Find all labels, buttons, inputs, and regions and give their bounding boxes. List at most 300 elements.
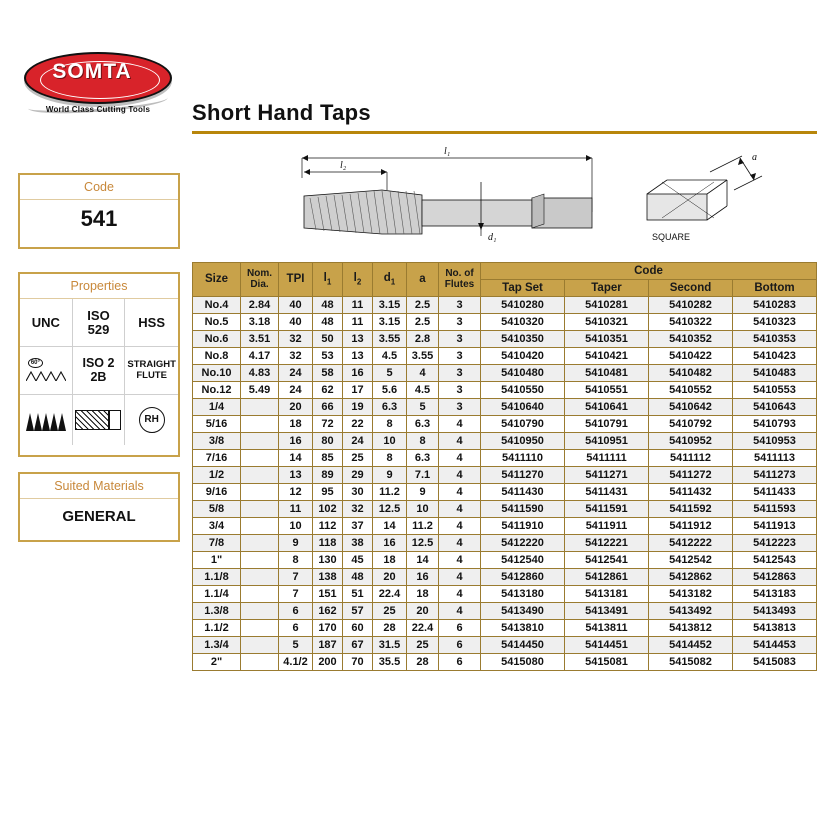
table-cell-code: 5412222 [649,535,733,552]
table-cell: 8 [373,450,407,467]
table-cell: 3.55 [373,331,407,348]
table-cell: 31.5 [373,637,407,654]
table-cell: 3 [439,382,481,399]
table-cell: 13 [343,331,373,348]
table-cell: 32 [279,348,313,365]
table-cell-code: 5410283 [733,297,817,314]
table-cell-code: 5413812 [649,620,733,637]
table-row [193,535,817,552]
table-cell: 8 [279,552,313,569]
table-cell: 102 [313,501,343,518]
table-row [193,365,817,382]
table-cell: 1/4 [193,399,241,416]
table-cell-code: 5410483 [733,365,817,382]
table-cell-code: 5411273 [733,467,817,484]
table-body [193,297,817,671]
table-cell: 2.8 [407,331,439,348]
table-cell: 170 [313,620,343,637]
table-cell: 9/16 [193,484,241,501]
table-cell: 2.5 [407,297,439,314]
header-nom-dia: Nom. Dia. [241,263,279,297]
table-cell-code: 5411910 [481,518,565,535]
table-cell-code: 5415083 [733,654,817,671]
table-cell: 4 [439,569,481,586]
table-cell: 48 [343,569,373,586]
header-l2: $l_2$ [343,263,373,297]
table-cell: 4 [407,365,439,382]
table-cell: 16 [373,535,407,552]
table-cell [241,467,279,484]
table-cell: 16 [279,433,313,450]
property-thread-angle-icon [20,347,73,395]
table-cell: 1" [193,552,241,569]
table-row [193,297,817,314]
table-cell: 1/2 [193,467,241,484]
table-row [193,637,817,654]
table-cell: 112 [313,518,343,535]
table-cell-code: 5411591 [565,501,649,518]
property-material-hss: HSS [125,299,178,347]
table-cell: 18 [279,416,313,433]
table-cell-code: 5410420 [481,348,565,365]
table-cell-code: 5411593 [733,501,817,518]
table-cell-code: 5412863 [733,569,817,586]
table-cell [241,501,279,518]
table-cell-code: 5413181 [565,586,649,603]
table-row [193,416,817,433]
table-cell-code: 5411431 [565,484,649,501]
table-row [193,450,817,467]
table-cell-code: 5411113 [733,450,817,467]
table-cell-code: 5411913 [733,518,817,535]
table-cell-code: 5411271 [565,467,649,484]
table-cell: 4 [439,433,481,450]
table-row [193,348,817,365]
table-cell-code: 5413492 [649,603,733,620]
table-cell: 60 [343,620,373,637]
angle-badge-label: 60° [28,358,43,368]
table-cell: 4 [439,467,481,484]
table-cell: 28 [407,654,439,671]
table-cell: 11 [343,314,373,331]
table-cell-code: 5411912 [649,518,733,535]
logo-tagline: World Class Cutting Tools [45,105,151,114]
table-cell: 3 [439,314,481,331]
table-cell: 5/16 [193,416,241,433]
table-cell-code: 5410550 [481,382,565,399]
table-cell [241,433,279,450]
table-cell: 6 [279,603,313,620]
header-tap-set: Tap Set [481,280,565,297]
table-cell: 5 [279,637,313,654]
table-cell: 58 [313,365,343,382]
table-cell: 29 [343,467,373,484]
table-cell-code: 5410282 [649,297,733,314]
table-cell: 13 [279,467,313,484]
table-cell-code: 5410641 [565,399,649,416]
table-cell: 1.3/4 [193,637,241,654]
table-cell-code: 5410950 [481,433,565,450]
table-cell: 25 [407,637,439,654]
table-cell-code: 5410353 [733,331,817,348]
logo-brand-text: SOMTA [52,60,132,83]
table-cell: 22 [343,416,373,433]
table-cell: 138 [313,569,343,586]
table-cell: 187 [313,637,343,654]
table-cell: 4.5 [407,382,439,399]
table-cell-code: 5414451 [565,637,649,654]
table-cell: 4.5 [373,348,407,365]
properties-grid [20,299,178,451]
table-cell-code: 5410953 [733,433,817,450]
table-cell: 4 [439,535,481,552]
header-second: Second [649,280,733,297]
table-cell-code: 5415080 [481,654,565,671]
table-cell: 25 [373,603,407,620]
table-cell-code: 5411590 [481,501,565,518]
table-cell: 20 [279,399,313,416]
table-cell: 4.83 [241,365,279,382]
code-panel-header: Code [20,175,178,200]
table-cell: 1.3/8 [193,603,241,620]
table-cell: 20 [407,603,439,620]
table-cell: 24 [279,365,313,382]
table-cell: 3 [439,297,481,314]
table-cell: 24 [343,433,373,450]
table-cell-code: 5415082 [649,654,733,671]
materials-panel-header: Suited Materials [20,474,178,499]
table-cell-code: 5411430 [481,484,565,501]
table-cell: 2.84 [241,297,279,314]
table-cell [241,535,279,552]
table-row [193,467,817,484]
table-header-row-1 [193,263,817,280]
table-cell [241,620,279,637]
table-cell-code: 5414450 [481,637,565,654]
table-cell-code: 5412543 [733,552,817,569]
table-cell-code: 5410350 [481,331,565,348]
table-cell: 7 [279,586,313,603]
table-cell-code: 5411110 [481,450,565,467]
table-cell: 151 [313,586,343,603]
table-cell: 4 [439,552,481,569]
table-cell-code: 5410793 [733,416,817,433]
table-cell [241,450,279,467]
table-cell-code: 5413813 [733,620,817,637]
svg-text:l₁: l₁ [444,146,451,157]
table-cell: 130 [313,552,343,569]
table-cell [241,399,279,416]
materials-panel-value: GENERAL [62,508,136,525]
table-cell-code: 5410552 [649,382,733,399]
table-cell: 72 [313,416,343,433]
table-cell: 85 [313,450,343,467]
table-cell: 7.1 [407,467,439,484]
table-cell: 5 [373,365,407,382]
table-cell: 12.5 [407,535,439,552]
table-cell: 6 [439,654,481,671]
table-cell: No.4 [193,297,241,314]
table-row [193,382,817,399]
table-cell [241,654,279,671]
property-thread-form-icon [20,395,73,445]
table-cell-code: 5412861 [565,569,649,586]
table-cell: 51 [343,586,373,603]
header-l1: $l_1$ [313,263,343,297]
table-cell: 118 [313,535,343,552]
table-cell-code: 5413491 [565,603,649,620]
table-cell-code: 5413810 [481,620,565,637]
svg-text:l₂: l₂ [340,160,347,171]
table-cell-code: 5413183 [733,586,817,603]
table-cell-code: 5410791 [565,416,649,433]
header-size: Size [193,263,241,297]
table-cell: 9 [279,535,313,552]
table-cell-code: 5415081 [565,654,649,671]
table-cell: 4 [439,450,481,467]
table-cell: 6 [439,637,481,654]
header-taper: Taper [565,280,649,297]
table-cell-code: 5414452 [649,637,733,654]
table-cell: 25 [343,450,373,467]
table-cell-code: 5411112 [649,450,733,467]
table-cell-code: 5413490 [481,603,565,620]
table-cell: 2" [193,654,241,671]
table-cell: No.8 [193,348,241,365]
table-cell-code: 5410281 [565,297,649,314]
table-cell [241,569,279,586]
table-cell-code: 5410322 [649,314,733,331]
suited-materials-panel [18,472,180,542]
table-cell-code: 5411272 [649,467,733,484]
table-cell [241,637,279,654]
table-cell: 14 [279,450,313,467]
table-cell: 50 [313,331,343,348]
property-flute-type: STRAIGHT FLUTE [125,347,178,395]
table-cell: 40 [279,314,313,331]
table-cell: 5.6 [373,382,407,399]
table-cell-code: 5412220 [481,535,565,552]
table-cell [241,484,279,501]
table-cell: 11.2 [407,518,439,535]
table-cell: 62 [313,382,343,399]
table-cell [241,603,279,620]
table-cell: 4 [439,518,481,535]
table-cell: 14 [373,518,407,535]
table-cell: 3 [439,399,481,416]
property-shank-icon [73,395,126,445]
table-cell-code: 5410553 [733,382,817,399]
svg-text:d₁: d₁ [488,232,497,243]
table-cell: 12.5 [373,501,407,518]
table-cell: 3 [439,365,481,382]
table-cell: 1.1/4 [193,586,241,603]
table-cell: 4.17 [241,348,279,365]
table-cell-code: 5412221 [565,535,649,552]
thread-profile-icon [26,358,66,384]
table-cell: 22.4 [373,586,407,603]
header-d1: $d_1$ [373,263,407,297]
table-cell: 95 [313,484,343,501]
property-iso-529: ISO 529 [73,299,126,347]
table-cell: 1.1/8 [193,569,241,586]
table-cell: 89 [313,467,343,484]
table-cell: 48 [313,297,343,314]
table-row [193,331,817,348]
table-cell-code: 5413180 [481,586,565,603]
table-cell: 2.5 [407,314,439,331]
table-cell-code: 5412860 [481,569,565,586]
table-cell-code: 5410790 [481,416,565,433]
table-cell: 3/4 [193,518,241,535]
table-cell: 7/16 [193,450,241,467]
table-cell: 40 [279,297,313,314]
header-bottom: Bottom [733,280,817,297]
table-cell: 3 [439,331,481,348]
table-cell: 32 [343,501,373,518]
table-cell-code: 5411270 [481,467,565,484]
table-cell: 16 [407,569,439,586]
table-cell: 70 [343,654,373,671]
table-cell: 20 [373,569,407,586]
table-cell: 32 [279,331,313,348]
table-cell: No.10 [193,365,241,382]
table-cell: 8 [373,416,407,433]
table-cell-code: 5410421 [565,348,649,365]
table-cell: 22.4 [407,620,439,637]
table-cell: 4 [439,603,481,620]
title-divider [192,131,817,134]
table-row [193,620,817,637]
table-cell-code: 5412862 [649,569,733,586]
table-row [193,518,817,535]
table-cell-code: 5411111 [565,450,649,467]
table-cell: 57 [343,603,373,620]
table-cell-code: 5410423 [733,348,817,365]
table-cell: 37 [343,518,373,535]
table-row [193,501,817,518]
table-cell-code: 5413493 [733,603,817,620]
table-cell: 9 [373,467,407,484]
table-cell-code: 5410480 [481,365,565,382]
table-cell-code: 5410323 [733,314,817,331]
table-cell: 11 [279,501,313,518]
table-cell: 5.49 [241,382,279,399]
table-cell: 28 [373,620,407,637]
table-cell-code: 5410643 [733,399,817,416]
plain-square-icon [109,410,121,430]
table-cell-code: 5410551 [565,382,649,399]
table-cell: 3/8 [193,433,241,450]
table-cell [241,518,279,535]
table-row [193,586,817,603]
company-logo [18,48,178,118]
table-cell: 16 [343,365,373,382]
table-cell: No.12 [193,382,241,399]
table-row [193,569,817,586]
table-cell: 6 [279,620,313,637]
right-hand-icon: RH [139,407,165,433]
table-cell: 5 [407,399,439,416]
table-cell-code: 5411911 [565,518,649,535]
table-cell [241,586,279,603]
table-cell: 30 [343,484,373,501]
table-cell: 5/8 [193,501,241,518]
table-head [193,263,817,297]
code-panel [18,173,180,249]
table-row [193,552,817,569]
properties-panel-header: Properties [20,274,178,299]
table-cell-code: 5410482 [649,365,733,382]
svg-text:a: a [752,152,757,163]
table-cell-code: 5410280 [481,297,565,314]
table-cell: 4.1/2 [279,654,313,671]
table-cell: 200 [313,654,343,671]
table-cell-code: 5413811 [565,620,649,637]
table-cell-code: 5410640 [481,399,565,416]
table-cell: 8 [407,433,439,450]
table-cell: 19 [343,399,373,416]
table-cell: 3.15 [373,297,407,314]
table-cell: 3.51 [241,331,279,348]
table-cell-code: 5410321 [565,314,649,331]
table-cell [241,416,279,433]
table-cell-code: 5413182 [649,586,733,603]
code-panel-value: 541 [80,206,118,231]
properties-panel [18,272,180,457]
table-cell: 13 [343,348,373,365]
table-cell: 66 [313,399,343,416]
table-cell: 6 [439,620,481,637]
header-tpi: TPI [279,263,313,297]
table-cell-code: 5410951 [565,433,649,450]
table-cell: 14 [407,552,439,569]
table-cell: 7 [279,569,313,586]
table-cell: 24 [279,382,313,399]
table-cell-code: 5410952 [649,433,733,450]
table-cell-code: 5410481 [565,365,649,382]
table-row [193,484,817,501]
property-thread-standard: UNC [20,299,73,347]
table-cell: 6.3 [373,399,407,416]
table-cell: No.5 [193,314,241,331]
table-cell-code: 5411432 [649,484,733,501]
table-cell: 11 [343,297,373,314]
header-a: a [407,263,439,297]
table-cell: 7/8 [193,535,241,552]
svg-text:SQUARE: SQUARE [652,232,691,242]
table-cell: 53 [313,348,343,365]
table-cell-code: 5410320 [481,314,565,331]
table-cell: 3.18 [241,314,279,331]
tap-dimension-diagram [192,140,817,258]
property-hand-direction [125,395,178,445]
table-cell: 11.2 [373,484,407,501]
table-cell: 6.3 [407,416,439,433]
table-cell-code: 5412540 [481,552,565,569]
table-cell: 67 [343,637,373,654]
table-cell: 9 [407,484,439,501]
thread-teeth-icon [26,409,66,431]
table-cell: 18 [373,552,407,569]
table-cell: 6.3 [407,450,439,467]
table-cell: 1.1/2 [193,620,241,637]
table-cell: 3 [439,348,481,365]
table-row [193,314,817,331]
hatched-square-icon [75,410,109,430]
table-cell-code: 5410351 [565,331,649,348]
zigzag-thread-icon [26,371,66,381]
